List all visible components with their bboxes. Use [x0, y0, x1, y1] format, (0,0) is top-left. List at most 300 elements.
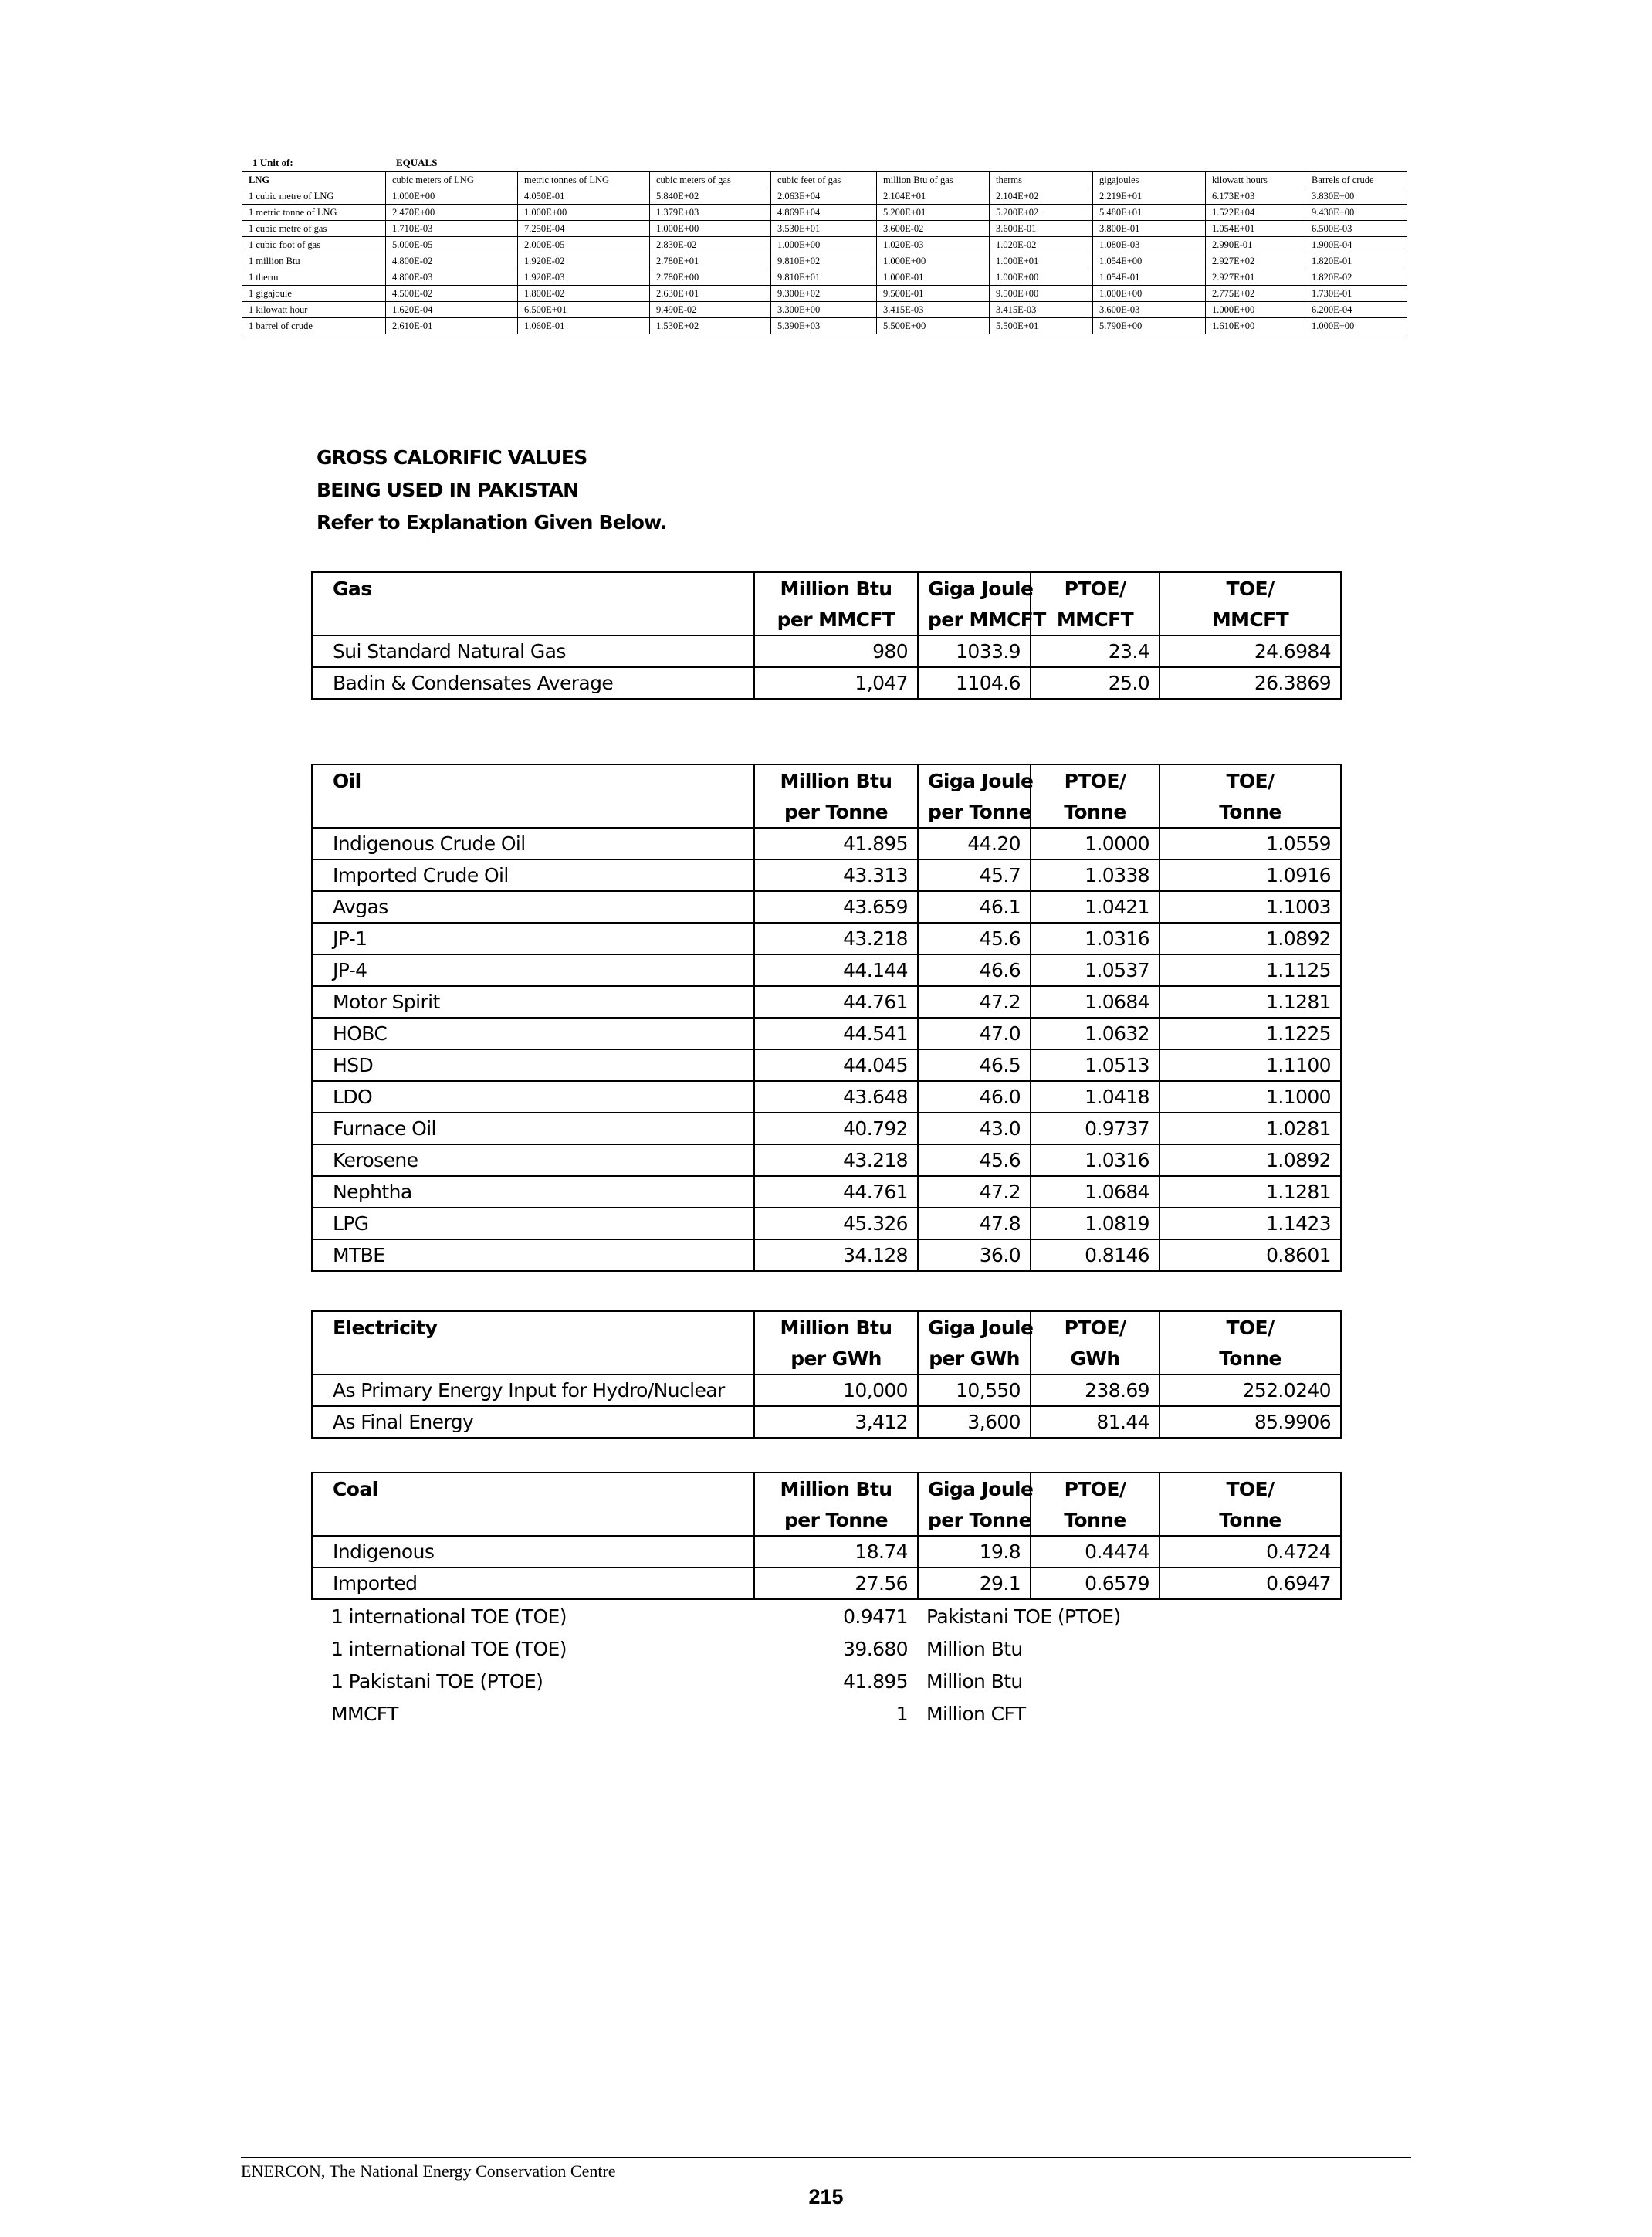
- conversion-cell: 2.104E+01: [877, 188, 990, 205]
- equals-label: EQUALS: [396, 157, 438, 168]
- conversion-header-cell: metric tonnes of LNG: [518, 172, 650, 188]
- conversion-cell: 2.927E+02: [1206, 253, 1305, 269]
- oil-value-cell: 44.045: [754, 1049, 918, 1081]
- electricity-subheader-cell: [312, 1343, 754, 1374]
- note-value: 41.895: [843, 1669, 908, 1693]
- oil-value-cell: 41.895: [754, 828, 918, 859]
- conversion-cell: 1 cubic foot of gas: [242, 237, 386, 253]
- conversion-cell: 2.780E+01: [650, 253, 771, 269]
- oil-value-cell: 45.6: [918, 923, 1031, 954]
- coal-header-row: [312, 1473, 1341, 1504]
- electricity-subheader-cell: per GWh: [918, 1343, 1031, 1374]
- conversion-cell: 3.800E-01: [1093, 221, 1206, 237]
- conversion-cell: 4.800E-03: [386, 269, 518, 286]
- conversion-cell: 2.104E+02: [990, 188, 1093, 205]
- note-label: MMCFT: [331, 1702, 398, 1725]
- electricity-subheader-cell: per GWh: [754, 1343, 918, 1374]
- conversion-cell: 9.500E+00: [990, 286, 1093, 302]
- gas-item-name: Sui Standard Natural Gas: [312, 636, 754, 667]
- unit-of-label: 1 Unit of:: [252, 157, 293, 168]
- electricity-header-cell: TOE/: [1159, 1311, 1341, 1343]
- oil-row: [312, 954, 1341, 986]
- oil-item-name: Furnace Oil: [312, 1113, 754, 1144]
- oil-item-name: Imported Crude Oil: [312, 859, 754, 891]
- conversion-cell: 3.415E-03: [990, 302, 1093, 318]
- coal-item-name: Indigenous: [312, 1536, 754, 1568]
- gas-value-cell: 1104.6: [918, 667, 1031, 699]
- oil-value-cell: 1.1125: [1159, 954, 1341, 986]
- oil-row: [312, 859, 1341, 891]
- coal-value-cell: 29.1: [918, 1568, 1031, 1599]
- conversion-header-cell: gigajoules: [1093, 172, 1206, 188]
- conversion-cell: 1.000E+00: [518, 205, 650, 221]
- conversion-cell: 1.000E-01: [877, 269, 990, 286]
- gas-subheader-cell: [312, 604, 754, 636]
- conversion-header-row: [242, 172, 1407, 188]
- conversion-cell: 3.600E-01: [990, 221, 1093, 237]
- electricity-item-name: As Primary Energy Input for Hydro/Nuclear: [312, 1374, 754, 1406]
- coal-value-cell: 0.4474: [1031, 1536, 1159, 1568]
- oil-row: [312, 1113, 1341, 1144]
- oil-row: [312, 1049, 1341, 1081]
- oil-row: [312, 986, 1341, 1018]
- oil-value-cell: 1.0892: [1159, 923, 1341, 954]
- oil-header-cell: PTOE/: [1031, 764, 1159, 796]
- oil-value-cell: 1.0281: [1159, 1113, 1341, 1144]
- conversion-cell: 6.500E+01: [518, 302, 650, 318]
- conversion-cell: 1.530E+02: [650, 318, 771, 334]
- conversion-cell: 5.480E+01: [1093, 205, 1206, 221]
- oil-row: [312, 1144, 1341, 1176]
- note-unit: Million CFT: [926, 1702, 1026, 1725]
- conversion-row: [242, 237, 1407, 253]
- oil-value-cell: 47.8: [918, 1208, 1031, 1239]
- oil-value-cell: 36.0: [918, 1239, 1031, 1271]
- conversion-cell: 2.063E+04: [771, 188, 877, 205]
- conversion-cell: 1.522E+04: [1206, 205, 1305, 221]
- conversion-cell: 1 barrel of crude: [242, 318, 386, 334]
- oil-header-row: [312, 764, 1341, 796]
- oil-value-cell: 1.0537: [1031, 954, 1159, 986]
- oil-value-cell: 40.792: [754, 1113, 918, 1144]
- conversion-cell: 4.869E+04: [771, 205, 877, 221]
- conversion-cell: 1.920E-03: [518, 269, 650, 286]
- oil-value-cell: 45.7: [918, 859, 1031, 891]
- note-label: 1 international TOE (TOE): [331, 1637, 567, 1660]
- conversion-header-cell: million Btu of gas: [877, 172, 990, 188]
- note-label: 1 Pakistani TOE (PTOE): [331, 1669, 543, 1693]
- conversion-cell: 3.415E-03: [877, 302, 990, 318]
- oil-row: [312, 1208, 1341, 1239]
- oil-value-cell: 0.8146: [1031, 1239, 1159, 1271]
- gas-row: [312, 636, 1341, 667]
- conversion-cell: 1.000E+00: [771, 237, 877, 253]
- conversion-row: [242, 253, 1407, 269]
- electricity-subheader-cell: Tonne: [1159, 1343, 1341, 1374]
- oil-header-cell: Oil: [312, 764, 754, 796]
- oil-value-cell: 1.0418: [1031, 1081, 1159, 1113]
- coal-subheader-cell: [312, 1504, 754, 1536]
- heading-line-2: BEING USED IN PAKISTAN: [317, 479, 579, 501]
- oil-item-name: Nephtha: [312, 1176, 754, 1208]
- oil-value-cell: 0.8601: [1159, 1239, 1341, 1271]
- electricity-value-cell: 81.44: [1031, 1406, 1159, 1438]
- oil-value-cell: 45.6: [918, 1144, 1031, 1176]
- conversion-cell: 1.080E-03: [1093, 237, 1206, 253]
- note-value: 0.9471: [843, 1605, 908, 1628]
- note-row: [311, 1632, 1340, 1665]
- oil-value-cell: 43.218: [754, 923, 918, 954]
- coal-subheader-cell: per Tonne: [918, 1504, 1031, 1536]
- note-row: [311, 1600, 1340, 1632]
- conversion-row: [242, 318, 1407, 334]
- oil-value-cell: 1.0559: [1159, 828, 1341, 859]
- conversion-row: [242, 286, 1407, 302]
- conversion-header-cell: cubic feet of gas: [771, 172, 877, 188]
- conversion-row: [242, 269, 1407, 286]
- conversion-cell: 3.830E+00: [1305, 188, 1407, 205]
- conversion-cell: 1.379E+03: [650, 205, 771, 221]
- conversion-cell: 2.000E-05: [518, 237, 650, 253]
- oil-header-cell: TOE/: [1159, 764, 1341, 796]
- conversion-cell: 9.430E+00: [1305, 205, 1407, 221]
- conversion-cell: 1.020E-03: [877, 237, 990, 253]
- gas-calorific-table: [311, 571, 1342, 700]
- oil-value-cell: 1.1100: [1159, 1049, 1341, 1081]
- conversion-cell: 5.500E+00: [877, 318, 990, 334]
- conversion-cell: 5.840E+02: [650, 188, 771, 205]
- oil-row: [312, 923, 1341, 954]
- oil-value-cell: 1.0819: [1031, 1208, 1159, 1239]
- oil-row: [312, 1081, 1341, 1113]
- coal-row: [312, 1568, 1341, 1599]
- conversion-cell: 7.250E-04: [518, 221, 650, 237]
- footer-organization: ENERCON, The National Energy Conservation Centre: [241, 2161, 616, 2181]
- conversion-heading: [242, 154, 1407, 171]
- oil-value-cell: 1.0892: [1159, 1144, 1341, 1176]
- oil-item-name: LDO: [312, 1081, 754, 1113]
- electricity-item-name: As Final Energy: [312, 1406, 754, 1438]
- oil-value-cell: 45.326: [754, 1208, 918, 1239]
- conversion-cell: 2.470E+00: [386, 205, 518, 221]
- coal-header-cell: PTOE/: [1031, 1473, 1159, 1504]
- oil-value-cell: 44.144: [754, 954, 918, 986]
- conversion-cell: 1.820E-01: [1305, 253, 1407, 269]
- oil-value-cell: 1.1003: [1159, 891, 1341, 923]
- gas-header-cell: Million Btu: [754, 572, 918, 604]
- oil-value-cell: 46.0: [918, 1081, 1031, 1113]
- conversion-row: [242, 302, 1407, 318]
- electricity-header-row: [312, 1311, 1341, 1343]
- oil-value-cell: 43.313: [754, 859, 918, 891]
- conversion-cell: 1 therm: [242, 269, 386, 286]
- electricity-subheader-cell: GWh: [1031, 1343, 1159, 1374]
- oil-subheader-cell: per Tonne: [754, 796, 918, 828]
- electricity-row: [312, 1406, 1341, 1438]
- gas-value-cell: 23.4: [1031, 636, 1159, 667]
- conversion-cell: 5.200E+01: [877, 205, 990, 221]
- note-unit: Million Btu: [926, 1637, 1023, 1660]
- oil-value-cell: 1.0000: [1031, 828, 1159, 859]
- oil-value-cell: 1.0316: [1031, 1144, 1159, 1176]
- conversion-cell: 1.820E-02: [1305, 269, 1407, 286]
- conversion-cell: 1.000E+00: [877, 253, 990, 269]
- conversion-cell: 2.775E+02: [1206, 286, 1305, 302]
- conversion-cell: 5.000E-05: [386, 237, 518, 253]
- oil-value-cell: 44.20: [918, 828, 1031, 859]
- conversion-cell: 1.620E-04: [386, 302, 518, 318]
- electricity-header-cell: Million Btu: [754, 1311, 918, 1343]
- gas-row: [312, 667, 1341, 699]
- electricity-header-cell: PTOE/: [1031, 1311, 1159, 1343]
- oil-value-cell: 47.0: [918, 1018, 1031, 1049]
- gas-value-cell: 980: [754, 636, 918, 667]
- oil-value-cell: 44.541: [754, 1018, 918, 1049]
- conversion-cell: 1.000E+00: [1305, 318, 1407, 334]
- oil-value-cell: 46.1: [918, 891, 1031, 923]
- heading-line-3: Refer to Explanation Given Below.: [317, 511, 667, 534]
- conversion-cell: 9.810E+02: [771, 253, 877, 269]
- note-row: [311, 1665, 1340, 1697]
- conversion-header-cell: kilowatt hours: [1206, 172, 1305, 188]
- oil-row: [312, 1018, 1341, 1049]
- oil-subheader-row: [312, 796, 1341, 828]
- unit-conversion-section: [242, 154, 1407, 334]
- conversion-cell: 2.927E+01: [1206, 269, 1305, 286]
- coal-value-cell: 27.56: [754, 1568, 918, 1599]
- gas-item-name: Badin & Condensates Average: [312, 667, 754, 699]
- gas-header-cell: Giga Joule: [918, 572, 1031, 604]
- note-value: 1: [895, 1702, 908, 1725]
- electricity-value-cell: 10,000: [754, 1374, 918, 1406]
- coal-header-cell: Giga Joule: [918, 1473, 1031, 1504]
- conversion-cell: 2.610E-01: [386, 318, 518, 334]
- heading-line-1: GROSS CALORIFIC VALUES: [317, 446, 587, 469]
- conversion-cell: 1.000E+00: [386, 188, 518, 205]
- coal-header-cell: Million Btu: [754, 1473, 918, 1504]
- note-value: 39.680: [843, 1637, 908, 1660]
- gas-header-cell: PTOE/: [1031, 572, 1159, 604]
- conversion-cell: 1.054E+00: [1093, 253, 1206, 269]
- note-unit: Million Btu: [926, 1669, 1023, 1693]
- coal-value-cell: 18.74: [754, 1536, 918, 1568]
- conversion-cell: 3.530E+01: [771, 221, 877, 237]
- coal-subheader-cell: Tonne: [1031, 1504, 1159, 1536]
- conversion-cell: 1.020E-02: [990, 237, 1093, 253]
- unit-conversion-table: [242, 171, 1407, 334]
- oil-value-cell: 34.128: [754, 1239, 918, 1271]
- conversion-cell: 2.630E+01: [650, 286, 771, 302]
- electricity-value-cell: 3,412: [754, 1406, 918, 1438]
- oil-item-name: Motor Spirit: [312, 986, 754, 1018]
- oil-value-cell: 1.0421: [1031, 891, 1159, 923]
- electricity-row: [312, 1374, 1341, 1406]
- gross-calorific-heading: [317, 442, 667, 539]
- conversion-cell: 1 gigajoule: [242, 286, 386, 302]
- oil-calorific-table: [311, 764, 1342, 1272]
- conversion-cell: 3.300E+00: [771, 302, 877, 318]
- oil-header-cell: Giga Joule: [918, 764, 1031, 796]
- conversion-cell: 1.710E-03: [386, 221, 518, 237]
- conversion-cell: 9.300E+02: [771, 286, 877, 302]
- oil-item-name: LPG: [312, 1208, 754, 1239]
- conversion-cell: 6.500E-03: [1305, 221, 1407, 237]
- electricity-value-cell: 10,550: [918, 1374, 1031, 1406]
- oil-value-cell: 47.2: [918, 986, 1031, 1018]
- coal-calorific-table: [311, 1472, 1342, 1600]
- oil-value-cell: 1.0916: [1159, 859, 1341, 891]
- oil-value-cell: 1.0338: [1031, 859, 1159, 891]
- coal-subheader-cell: Tonne: [1159, 1504, 1341, 1536]
- coal-header-cell: TOE/: [1159, 1473, 1341, 1504]
- conversion-cell: 4.800E-02: [386, 253, 518, 269]
- oil-value-cell: 44.761: [754, 1176, 918, 1208]
- oil-subheader-cell: [312, 796, 754, 828]
- coal-item-name: Imported: [312, 1568, 754, 1599]
- conversion-cell: 1.000E+00: [1206, 302, 1305, 318]
- conversion-cell: 1.800E-02: [518, 286, 650, 302]
- conversion-cell: 1.900E-04: [1305, 237, 1407, 253]
- conversion-row: [242, 221, 1407, 237]
- conversion-header-cell: therms: [990, 172, 1093, 188]
- conversion-cell: 6.200E-04: [1305, 302, 1407, 318]
- electricity-header-cell: Giga Joule: [918, 1311, 1031, 1343]
- gas-value-cell: 24.6984: [1159, 636, 1341, 667]
- gas-subheader-cell: per MMCFT: [754, 604, 918, 636]
- oil-row: [312, 891, 1341, 923]
- oil-subheader-cell: Tonne: [1159, 796, 1341, 828]
- conversion-cell: 2.780E+00: [650, 269, 771, 286]
- conversion-cell: 1.000E+00: [1093, 286, 1206, 302]
- oil-item-name: Indigenous Crude Oil: [312, 828, 754, 859]
- oil-value-cell: 46.6: [918, 954, 1031, 986]
- oil-row: [312, 1176, 1341, 1208]
- conversion-cell: 5.390E+03: [771, 318, 877, 334]
- conversion-cell: 5.790E+00: [1093, 318, 1206, 334]
- oil-value-cell: 1.1281: [1159, 986, 1341, 1018]
- gas-header-cell: TOE/: [1159, 572, 1341, 604]
- oil-item-name: JP-1: [312, 923, 754, 954]
- gas-subheader-cell: MMCFT: [1159, 604, 1341, 636]
- coal-header-cell: Coal: [312, 1473, 754, 1504]
- conversion-cell: 5.200E+02: [990, 205, 1093, 221]
- oil-row: [312, 828, 1341, 859]
- conversion-cell: 1.060E-01: [518, 318, 650, 334]
- oil-value-cell: 1.0316: [1031, 923, 1159, 954]
- oil-item-name: Avgas: [312, 891, 754, 923]
- footer-rule: [241, 2157, 1411, 2158]
- note-unit: Pakistani TOE (PTOE): [926, 1605, 1121, 1628]
- oil-value-cell: 43.648: [754, 1081, 918, 1113]
- note-row: [311, 1697, 1340, 1730]
- conversion-header-cell: cubic meters of LNG: [386, 172, 518, 188]
- oil-value-cell: 1.0684: [1031, 986, 1159, 1018]
- oil-value-cell: 1.0684: [1031, 1176, 1159, 1208]
- oil-subheader-cell: Tonne: [1031, 796, 1159, 828]
- conversion-cell: 1 million Btu: [242, 253, 386, 269]
- oil-value-cell: 0.9737: [1031, 1113, 1159, 1144]
- electricity-subheader-row: [312, 1343, 1341, 1374]
- conversion-cell: 1 cubic metre of gas: [242, 221, 386, 237]
- conversion-cell: 1.610E+00: [1206, 318, 1305, 334]
- conversion-cell: 1 cubic metre of LNG: [242, 188, 386, 205]
- oil-item-name: Kerosene: [312, 1144, 754, 1176]
- conversion-cell: 6.173E+03: [1206, 188, 1305, 205]
- conversion-header-cell: cubic meters of gas: [650, 172, 771, 188]
- gas-subheader-row: [312, 604, 1341, 636]
- gas-subheader-cell: per MMCFT: [918, 604, 1031, 636]
- gas-value-cell: 25.0: [1031, 667, 1159, 699]
- gas-value-cell: 1,047: [754, 667, 918, 699]
- conversion-cell: 4.500E-02: [386, 286, 518, 302]
- coal-value-cell: 19.8: [918, 1536, 1031, 1568]
- oil-value-cell: 1.1423: [1159, 1208, 1341, 1239]
- oil-item-name: HSD: [312, 1049, 754, 1081]
- conversion-cell: 1.000E+01: [990, 253, 1093, 269]
- conversion-cell: 1.054E+01: [1206, 221, 1305, 237]
- coal-subheader-row: [312, 1504, 1341, 1536]
- oil-value-cell: 1.1000: [1159, 1081, 1341, 1113]
- gas-value-cell: 26.3869: [1159, 667, 1341, 699]
- conversion-row: [242, 205, 1407, 221]
- gas-value-cell: 1033.9: [918, 636, 1031, 667]
- conversion-cell: 3.600E-03: [1093, 302, 1206, 318]
- electricity-calorific-table: [311, 1310, 1342, 1439]
- note-label: 1 international TOE (TOE): [331, 1605, 567, 1628]
- electricity-value-cell: 3,600: [918, 1406, 1031, 1438]
- conversion-cell: 2.830E-02: [650, 237, 771, 253]
- coal-subheader-cell: per Tonne: [754, 1504, 918, 1536]
- electricity-value-cell: 238.69: [1031, 1374, 1159, 1406]
- electricity-value-cell: 252.0240: [1159, 1374, 1341, 1406]
- gas-header-cell: Gas: [312, 572, 754, 604]
- oil-item-name: JP-4: [312, 954, 754, 986]
- oil-header-cell: Million Btu: [754, 764, 918, 796]
- oil-value-cell: 46.5: [918, 1049, 1031, 1081]
- conversion-cell: 5.500E+01: [990, 318, 1093, 334]
- coal-value-cell: 0.6947: [1159, 1568, 1341, 1599]
- conversion-cell: 1.000E+00: [990, 269, 1093, 286]
- conversion-cell: 2.219E+01: [1093, 188, 1206, 205]
- conversion-row: [242, 188, 1407, 205]
- oil-value-cell: 43.0: [918, 1113, 1031, 1144]
- conversion-cell: 4.050E-01: [518, 188, 650, 205]
- conversion-cell: 9.810E+01: [771, 269, 877, 286]
- gas-subheader-cell: MMCFT: [1031, 604, 1159, 636]
- conversion-notes: [311, 1600, 1340, 1730]
- oil-value-cell: 43.659: [754, 891, 918, 923]
- conversion-header-cell: Barrels of crude: [1305, 172, 1407, 188]
- conversion-cell: 2.990E-01: [1206, 237, 1305, 253]
- page-number: 215: [808, 2185, 844, 2208]
- oil-value-cell: 1.0513: [1031, 1049, 1159, 1081]
- oil-value-cell: 1.1281: [1159, 1176, 1341, 1208]
- conversion-cell: 1 metric tonne of LNG: [242, 205, 386, 221]
- coal-row: [312, 1536, 1341, 1568]
- conversion-cell: 1.054E-01: [1093, 269, 1206, 286]
- conversion-cell: 3.600E-02: [877, 221, 990, 237]
- coal-value-cell: 0.6579: [1031, 1568, 1159, 1599]
- oil-value-cell: 43.218: [754, 1144, 918, 1176]
- coal-value-cell: 0.4724: [1159, 1536, 1341, 1568]
- conversion-cell: 9.500E-01: [877, 286, 990, 302]
- conversion-cell: 1 kilowatt hour: [242, 302, 386, 318]
- gas-header-row: [312, 572, 1341, 604]
- oil-value-cell: 1.1225: [1159, 1018, 1341, 1049]
- conversion-cell: 1.730E-01: [1305, 286, 1407, 302]
- oil-value-cell: 47.2: [918, 1176, 1031, 1208]
- oil-subheader-cell: per Tonne: [918, 796, 1031, 828]
